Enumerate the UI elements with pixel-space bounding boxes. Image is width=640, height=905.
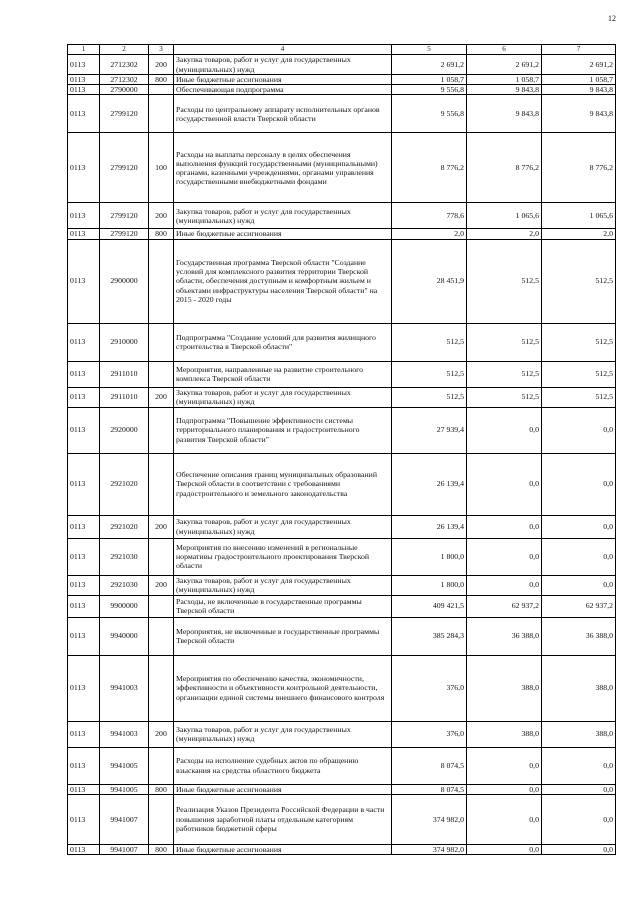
expense-type-code: 800 (149, 229, 174, 239)
amount-year-3: 9 843,8 (542, 95, 616, 133)
amount-year-3: 1 065,6 (542, 203, 616, 229)
amount-year-3: 62 937,2 (542, 595, 616, 617)
section-code: 0113 (68, 617, 100, 655)
amount-year-3: 512,5 (542, 239, 616, 323)
section-code: 0113 (68, 75, 100, 85)
table-row (68, 747, 616, 784)
amount-year-2: 2,0 (467, 229, 542, 239)
target-item-code: 9941003 (100, 721, 149, 747)
amount-year-3: 512,5 (542, 361, 616, 387)
expense-type-code: 800 (149, 844, 174, 854)
target-item-code: 2799120 (100, 95, 149, 133)
amount-year-3: 2 691,2 (542, 55, 616, 75)
section-code: 0113 (68, 55, 100, 75)
page-number: 12 (608, 14, 616, 23)
table-row (68, 794, 616, 844)
amount-year-3: 8 776,2 (542, 133, 616, 203)
amount-year-1: 2 691,2 (392, 55, 467, 75)
table-row (68, 133, 616, 203)
amount-year-1: 512,5 (392, 387, 467, 407)
expense-type-code (149, 794, 174, 844)
amount-year-1: 28 451,9 (392, 239, 467, 323)
column-header: 3 (149, 45, 174, 55)
table-row (68, 75, 616, 85)
table-row (68, 229, 616, 239)
section-code: 0113 (68, 784, 100, 794)
item-description: Расходы на исполнение судебных актов по обращению взыскания на средства областного бюджета (174, 747, 392, 784)
item-description: Подпрограмма "Повышение эффективности системы территориального планирования и градостроительного развития Тверской области" (174, 407, 392, 453)
expense-type-code (149, 595, 174, 617)
target-item-code: 2712302 (100, 55, 149, 75)
section-code: 0113 (68, 453, 100, 515)
table-row (68, 515, 616, 538)
item-description: Подпрограмма "Создание условий для развития жилищного строительства в Тверской области" (174, 323, 392, 361)
expense-type-code (149, 361, 174, 387)
amount-year-3: 0,0 (542, 575, 616, 595)
section-code: 0113 (68, 239, 100, 323)
amount-year-3: 9 843,8 (542, 85, 616, 95)
section-code: 0113 (68, 721, 100, 747)
item-description: Закупка товаров, работ и услуг для государственных (муниципальных) нужд (174, 387, 392, 407)
expense-type-code: 200 (149, 515, 174, 538)
section-code: 0113 (68, 229, 100, 239)
table-row (68, 55, 616, 75)
amount-year-1: 374 982,0 (392, 794, 467, 844)
amount-year-2: 8 776,2 (467, 133, 542, 203)
expense-type-code: 200 (149, 721, 174, 747)
table-row (68, 387, 616, 407)
table-row (68, 407, 616, 453)
target-item-code: 9941007 (100, 844, 149, 854)
amount-year-2: 1 065,6 (467, 203, 542, 229)
amount-year-3: 1 058,7 (542, 75, 616, 85)
amount-year-1: 512,5 (392, 323, 467, 361)
amount-year-1: 1 800,0 (392, 538, 467, 575)
amount-year-1: 9 556,8 (392, 95, 467, 133)
expense-type-code: 100 (149, 133, 174, 203)
amount-year-3: 0,0 (542, 538, 616, 575)
expense-type-code: 200 (149, 55, 174, 75)
target-item-code: 2900000 (100, 239, 149, 323)
expense-type-code (149, 617, 174, 655)
amount-year-2: 62 937,2 (467, 595, 542, 617)
amount-year-3: 0,0 (542, 453, 616, 515)
amount-year-2: 0,0 (467, 844, 542, 854)
budget-table (67, 44, 616, 855)
amount-year-1: 385 284,3 (392, 617, 467, 655)
table-row (68, 453, 616, 515)
target-item-code: 2921030 (100, 575, 149, 595)
amount-year-2: 388,0 (467, 721, 542, 747)
section-code: 0113 (68, 407, 100, 453)
column-header: 6 (467, 45, 542, 55)
target-item-code: 9941005 (100, 747, 149, 784)
item-description: Мероприятия, направленные на развитие строительного комплекса Тверской области (174, 361, 392, 387)
amount-year-1: 2,0 (392, 229, 467, 239)
amount-year-2: 512,5 (467, 239, 542, 323)
amount-year-1: 1 800,0 (392, 575, 467, 595)
header-row (68, 45, 616, 55)
item-description: Расходы по центральному аппарату исполнительных органов государственной власти Тверской области (174, 95, 392, 133)
amount-year-2: 0,0 (467, 453, 542, 515)
amount-year-1: 1 058,7 (392, 75, 467, 85)
target-item-code: 2911010 (100, 361, 149, 387)
amount-year-3: 388,0 (542, 721, 616, 747)
amount-year-2: 512,5 (467, 323, 542, 361)
table-row (68, 784, 616, 794)
item-description: Обеспечивающая подпрограмма (174, 85, 392, 95)
table-row (68, 323, 616, 361)
table-row (68, 239, 616, 323)
item-description: Иные бюджетные ассигнования (174, 229, 392, 239)
item-description: Мероприятия по внесению изменений в региональные нормативы градостроительного проектирования Тверской области (174, 538, 392, 575)
amount-year-2: 0,0 (467, 575, 542, 595)
target-item-code: 2910000 (100, 323, 149, 361)
expense-type-code (149, 323, 174, 361)
amount-year-1: 9 556,8 (392, 85, 467, 95)
expense-type-code (149, 95, 174, 133)
target-item-code: 2799120 (100, 229, 149, 239)
item-description: Расходы на выплаты персоналу в целях обеспечения выполнения функций государственными (муниципальными) органами, казенными учреждениями, органами управления государственными внебюджетными фондами (174, 133, 392, 203)
amount-year-2: 0,0 (467, 538, 542, 575)
column-header: 2 (100, 45, 149, 55)
amount-year-2: 0,0 (467, 407, 542, 453)
amount-year-1: 8 074,5 (392, 747, 467, 784)
amount-year-2: 0,0 (467, 794, 542, 844)
item-description: Мероприятия, не включенные в государственные программы Тверской области (174, 617, 392, 655)
section-code: 0113 (68, 747, 100, 784)
amount-year-1: 376,0 (392, 721, 467, 747)
target-item-code: 2712302 (100, 75, 149, 85)
amount-year-3: 0,0 (542, 515, 616, 538)
amount-year-3: 0,0 (542, 784, 616, 794)
target-item-code: 2799120 (100, 133, 149, 203)
amount-year-3: 512,5 (542, 387, 616, 407)
item-description: Закупка товаров, работ и услуг для государственных (муниципальных) нужд (174, 203, 392, 229)
target-item-code: 9940000 (100, 617, 149, 655)
amount-year-3: 0,0 (542, 747, 616, 784)
expense-type-code: 800 (149, 784, 174, 794)
amount-year-3: 0,0 (542, 407, 616, 453)
expense-type-code: 800 (149, 75, 174, 85)
item-description: Иные бюджетные ассигнования (174, 844, 392, 854)
column-header: 7 (542, 45, 616, 55)
target-item-code: 2799120 (100, 203, 149, 229)
item-description: Закупка товаров, работ и услуг для государственных (муниципальных) нужд (174, 515, 392, 538)
table-row (68, 575, 616, 595)
column-header: 1 (68, 45, 100, 55)
amount-year-3: 0,0 (542, 794, 616, 844)
item-description: Закупка товаров, работ и услуг для государственных (муниципальных) нужд (174, 55, 392, 75)
amount-year-2: 9 843,8 (467, 85, 542, 95)
table-row (68, 203, 616, 229)
section-code: 0113 (68, 575, 100, 595)
table-row (68, 538, 616, 575)
expense-type-code (149, 407, 174, 453)
section-code: 0113 (68, 844, 100, 854)
amount-year-2: 512,5 (467, 361, 542, 387)
amount-year-1: 8 776,2 (392, 133, 467, 203)
amount-year-1: 26 139,4 (392, 453, 467, 515)
section-code: 0113 (68, 361, 100, 387)
section-code: 0113 (68, 655, 100, 721)
table-row (68, 655, 616, 721)
item-description: Реализация Указов Президента Российской Федерации в части повышения заработной платы отдельным категориям работников бюджетной сферы (174, 794, 392, 844)
amount-year-1: 374 982,0 (392, 844, 467, 854)
amount-year-1: 409 421,5 (392, 595, 467, 617)
amount-year-3: 512,5 (542, 323, 616, 361)
section-code: 0113 (68, 95, 100, 133)
item-description: Обеспечение описания границ муниципальных образований Тверской области в соответствии с требованиями градостроительного и земельного законодательства (174, 453, 392, 515)
amount-year-2: 0,0 (467, 747, 542, 784)
item-description: Иные бюджетные ассигнования (174, 75, 392, 85)
target-item-code: 9900000 (100, 595, 149, 617)
item-description: Государственная программа Тверской области "Создание условий для комплексного развития территории Тверской области, обеспечения доступным и комфортным жильем и объектами инфраструктуры населения Тверской области" на 2015 - 2020 годы (174, 239, 392, 323)
item-description: Закупка товаров, работ и услуг для государственных (муниципальных) нужд (174, 721, 392, 747)
expense-type-code: 200 (149, 575, 174, 595)
target-item-code: 9941007 (100, 794, 149, 844)
section-code: 0113 (68, 595, 100, 617)
expense-type-code (149, 239, 174, 323)
amount-year-2: 1 058,7 (467, 75, 542, 85)
target-item-code: 9941003 (100, 655, 149, 721)
target-item-code: 2921020 (100, 515, 149, 538)
amount-year-1: 26 139,4 (392, 515, 467, 538)
item-description: Иные бюджетные ассигнования (174, 784, 392, 794)
amount-year-2: 9 843,8 (467, 95, 542, 133)
target-item-code: 2911010 (100, 387, 149, 407)
expense-type-code: 200 (149, 387, 174, 407)
section-code: 0113 (68, 387, 100, 407)
item-description: Расходы, не включенные в государственные программы Тверской области (174, 595, 392, 617)
section-code: 0113 (68, 515, 100, 538)
item-description: Закупка товаров, работ и услуг для государственных (муниципальных) нужд (174, 575, 392, 595)
target-item-code: 9941005 (100, 784, 149, 794)
amount-year-1: 8 074,5 (392, 784, 467, 794)
table-row (68, 361, 616, 387)
expense-type-code (149, 655, 174, 721)
expense-type-code (149, 538, 174, 575)
section-code: 0113 (68, 538, 100, 575)
amount-year-1: 27 939,4 (392, 407, 467, 453)
target-item-code: 2921020 (100, 453, 149, 515)
amount-year-2: 0,0 (467, 515, 542, 538)
amount-year-2: 2 691,2 (467, 55, 542, 75)
amount-year-1: 512,5 (392, 361, 467, 387)
target-item-code: 2921030 (100, 538, 149, 575)
expense-type-code (149, 747, 174, 784)
amount-year-1: 376,0 (392, 655, 467, 721)
expense-type-code (149, 453, 174, 515)
section-code: 0113 (68, 323, 100, 361)
amount-year-3: 36 388,0 (542, 617, 616, 655)
section-code: 0113 (68, 85, 100, 95)
table-row (68, 844, 616, 854)
column-header: 5 (392, 45, 467, 55)
amount-year-2: 388,0 (467, 655, 542, 721)
item-description: Мероприятия по обеспечению качества, экономичности, эффективности и объективности контрольной деятельности, организации единой системы внешнего финансового контроля (174, 655, 392, 721)
amount-year-2: 512,5 (467, 387, 542, 407)
amount-year-3: 2,0 (542, 229, 616, 239)
amount-year-3: 388,0 (542, 655, 616, 721)
table-row (68, 595, 616, 617)
section-code: 0113 (68, 133, 100, 203)
table-row (68, 617, 616, 655)
amount-year-3: 0,0 (542, 844, 616, 854)
expense-type-code (149, 85, 174, 95)
table-row (68, 95, 616, 133)
section-code: 0113 (68, 794, 100, 844)
table-row (68, 85, 616, 95)
amount-year-2: 0,0 (467, 784, 542, 794)
section-code: 0113 (68, 203, 100, 229)
amount-year-1: 778,6 (392, 203, 467, 229)
target-item-code: 2920000 (100, 407, 149, 453)
target-item-code: 2790000 (100, 85, 149, 95)
column-header: 4 (174, 45, 392, 55)
expense-type-code: 200 (149, 203, 174, 229)
table-row (68, 721, 616, 747)
amount-year-2: 36 388,0 (467, 617, 542, 655)
